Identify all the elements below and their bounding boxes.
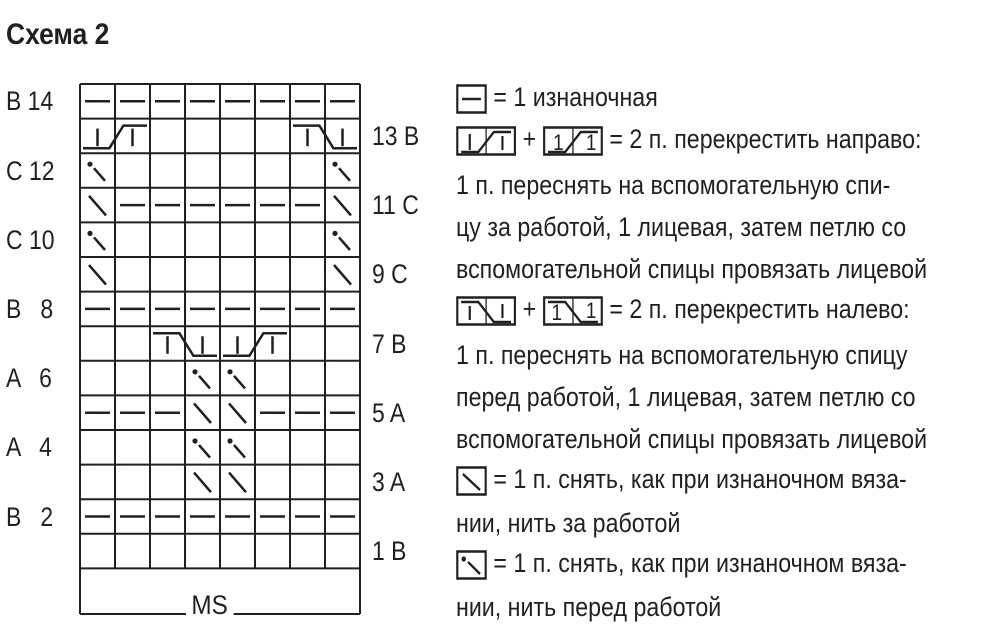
slip-back-symbol-icon [194, 403, 211, 423]
row-label: 3 A [372, 466, 406, 497]
slip-front-dot-icon [87, 231, 92, 236]
cross-left-symbol-icon [456, 296, 516, 326]
slip-front-symbol-icon [456, 550, 487, 580]
legend-plus: + [522, 124, 537, 154]
slip-back-symbol-icon [89, 265, 106, 285]
slip-front-dot-icon [332, 162, 337, 167]
legend-slip-back [456, 460, 907, 498]
legend-slip-front-line2: нии, нить перед работой [456, 592, 722, 622]
slip-back-symbol-icon [89, 196, 106, 216]
legend-slip-back-text: = 1 п. снять, как при изнаночном вяза- [493, 464, 907, 494]
legend-plus: + [522, 294, 537, 324]
slip-front-symbol-icon [94, 168, 105, 181]
legend-cross-left-line4: вспомогательной спицы провязать лицевой [456, 424, 928, 454]
purl-symbol-icon [456, 84, 487, 114]
svg-text:1: 1 [553, 130, 564, 156]
legend-slip-front [456, 544, 907, 582]
slip-front-dot-icon [227, 438, 232, 443]
legend-purl [456, 78, 658, 116]
slip-front-dot-icon [332, 231, 337, 236]
slip-back-symbol-icon [334, 265, 351, 285]
slip-front-symbol-icon [199, 376, 210, 389]
legend-purl-text: = 1 изнаночная [493, 82, 658, 112]
legend-cross-right-text: = 2 п. перекрестить направо: [609, 124, 922, 154]
slip-front-symbol-icon [234, 376, 245, 389]
row-label: B 8 [6, 293, 54, 324]
row-label: 5 A [372, 397, 406, 428]
svg-text:1: 1 [551, 300, 562, 326]
legend-slip-back-line2: нии, нить за работой [456, 508, 681, 538]
row-label: 13 B [372, 120, 420, 151]
slip-front-symbol-icon [94, 237, 105, 250]
legend-cross-right-line2: 1 п. переснять на вспомогательную спи- [456, 170, 891, 200]
slip-back-symbol-icon [229, 403, 246, 423]
slip-front-dot-icon [227, 369, 232, 374]
slip-back-symbol-icon [194, 473, 211, 493]
legend-cross-left-line2: 1 п. переснять на вспомогательную спицу [456, 340, 908, 370]
cross-right-symbol-icon [456, 126, 516, 156]
legend-cross-left-text: = 2 п. перекрестить налево: [609, 294, 910, 324]
legend-cross-right-line4: вспомогательной спицы провязать лицевой [456, 254, 928, 284]
slip-front-dot-icon [192, 369, 197, 374]
legend-cross-right [456, 120, 922, 158]
slip-front-dot-icon [192, 438, 197, 443]
svg-text:1: 1 [585, 130, 597, 156]
slip-front-symbol-icon [339, 168, 350, 181]
row-label: C 12 [6, 155, 55, 186]
row-label: 9 C [372, 259, 408, 290]
row-label: B 2 [6, 501, 54, 532]
slip-front-symbol-icon [234, 445, 245, 458]
row-label: B 14 [6, 86, 54, 117]
row-label: 1 B [372, 536, 407, 567]
legend-cross-left-line3: перед работой, 1 лицевая, затем петлю со [456, 382, 916, 412]
row-label: 11 C [372, 190, 419, 221]
legend-slip-front-text: = 1 п. снять, как при изнаночном вяза- [493, 548, 907, 578]
row-label: C 10 [6, 224, 55, 255]
row-label: A 6 [6, 363, 52, 394]
slip-front-symbol-icon [339, 237, 350, 250]
row-label: 7 B [372, 328, 407, 359]
svg-text:1: 1 [585, 298, 597, 324]
slip-front-symbol-icon [199, 445, 210, 458]
chart-title: Схема 2 [6, 18, 110, 51]
row-label: A 4 [6, 432, 52, 463]
slip-back-symbol-icon [229, 473, 246, 493]
cross-left-alt-symbol-icon [543, 296, 603, 326]
slip-back-symbol-icon [456, 466, 487, 496]
legend-cross-left [456, 290, 910, 328]
cross-right-alt-symbol-icon [543, 126, 603, 156]
legend-cross-right-line3: цу за работой, 1 лицевая, затем петлю со [456, 212, 907, 242]
slip-back-symbol-icon [334, 196, 351, 216]
slip-front-dot-icon [87, 162, 92, 167]
ms-label: MS [186, 588, 233, 622]
